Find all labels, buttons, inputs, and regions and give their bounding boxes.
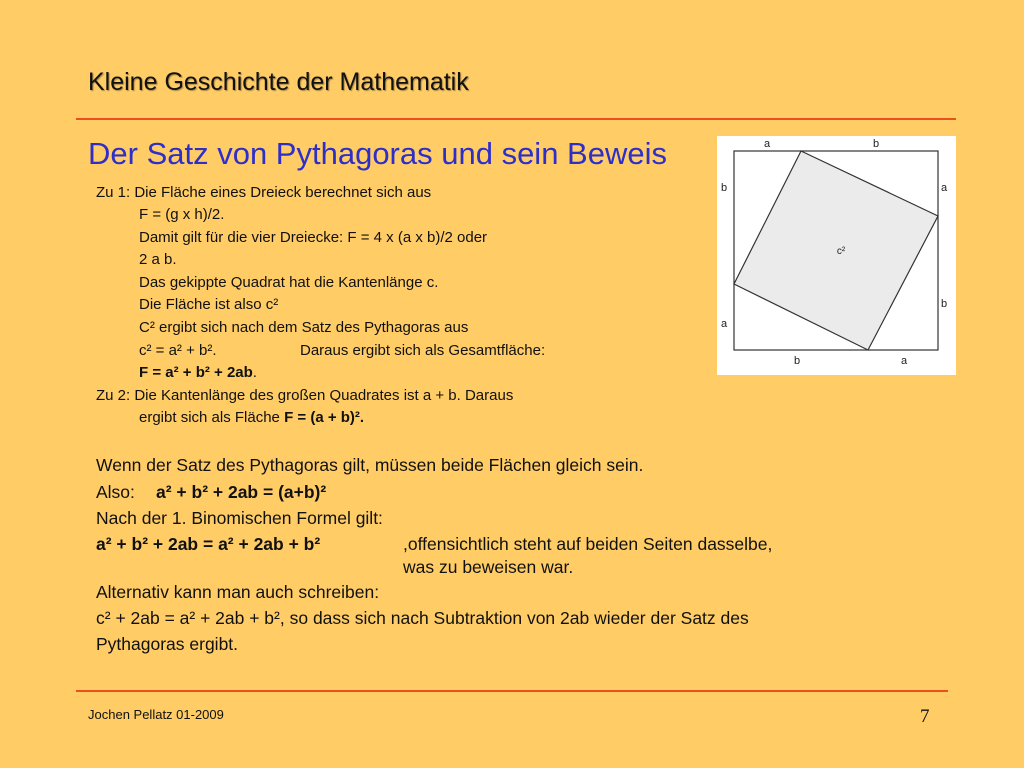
formula-square-area: F = (a + b)². bbox=[284, 409, 365, 426]
conclusion-line: c² + 2ab = a² + 2ab + b², so dass sich nach Subtraktion von 2ab wieder der Satz des bbox=[96, 608, 749, 628]
formula-binomial: a² + b² + 2ab = a² + 2ab + b² bbox=[96, 534, 321, 554]
proof-line: Zu 1: Die Fläche eines Dreieck berechnet sich aus bbox=[96, 184, 432, 201]
proof-line: Das gekippte Quadrat hat die Kantenlänge c. bbox=[139, 274, 439, 291]
conclusion-line: was zu beweisen war. bbox=[403, 557, 574, 577]
proof-line: Zu 2: Die Kantenlänge des großen Quadrates ist a + b. Daraus bbox=[96, 387, 514, 404]
conclusion-line: Wenn der Satz des Pythagoras gilt, müssen beide Flächen gleich sein. bbox=[96, 455, 644, 475]
formula-equality: a² + b² + 2ab = (a+b)² bbox=[156, 482, 327, 502]
proof-line: c² = a² + b². bbox=[139, 342, 217, 359]
conclusion-line: ,offensichtlich steht auf beiden Seiten dasselbe, bbox=[403, 534, 773, 554]
slide-title: Der Satz von Pythagoras und sein Beweis bbox=[88, 136, 667, 171]
label-top-a: a bbox=[763, 138, 771, 150]
proof-line bbox=[139, 362, 257, 384]
proof-line: Daraus ergibt sich als Gesamtfläche: bbox=[300, 342, 546, 359]
formula-total-area: F = a² + b² + 2ab bbox=[139, 364, 253, 381]
proof-line bbox=[139, 407, 364, 429]
proof-text: ergibt sich als Fläche bbox=[139, 409, 285, 426]
proof-line: C² ergibt sich nach dem Satz des Pythagoras aus bbox=[139, 319, 469, 336]
proof-punct: . bbox=[252, 364, 257, 381]
top-divider bbox=[76, 118, 956, 120]
header-title: Kleine Geschichte der Mathematik bbox=[88, 68, 469, 96]
conclusion-line: Also: bbox=[96, 482, 135, 502]
label-top-b: b bbox=[872, 138, 880, 150]
proof-line: 2 a b. bbox=[139, 251, 177, 268]
label-right-b: b bbox=[940, 298, 948, 310]
conclusion-line bbox=[96, 532, 320, 557]
label-right-a: a bbox=[940, 182, 948, 194]
bottom-divider bbox=[76, 690, 948, 692]
footer-author: Jochen Pellatz 01-2009 bbox=[88, 707, 224, 722]
conclusion-line: Nach der 1. Binomischen Formel gilt: bbox=[96, 508, 383, 528]
label-bottom-b: b bbox=[793, 355, 801, 367]
page-number: 7 bbox=[920, 706, 930, 727]
proof-line: Damit gilt für die vier Dreiecke: F = 4 x (a x b)/2 oder bbox=[139, 229, 488, 246]
conclusion-line: Alternativ kann man auch schreiben: bbox=[96, 582, 380, 602]
proof-line: F = (g x h)/2. bbox=[139, 206, 225, 223]
pythagoras-figure bbox=[717, 136, 956, 375]
label-left-b: b bbox=[720, 182, 728, 194]
label-center-c-squared: c² bbox=[836, 246, 846, 257]
label-bottom-a: a bbox=[900, 355, 908, 367]
label-left-a: a bbox=[720, 318, 728, 330]
conclusion-line: Pythagoras ergibt. bbox=[96, 634, 239, 654]
proof-line: Die Fläche ist also c² bbox=[139, 296, 279, 313]
conclusion-line bbox=[156, 480, 326, 505]
